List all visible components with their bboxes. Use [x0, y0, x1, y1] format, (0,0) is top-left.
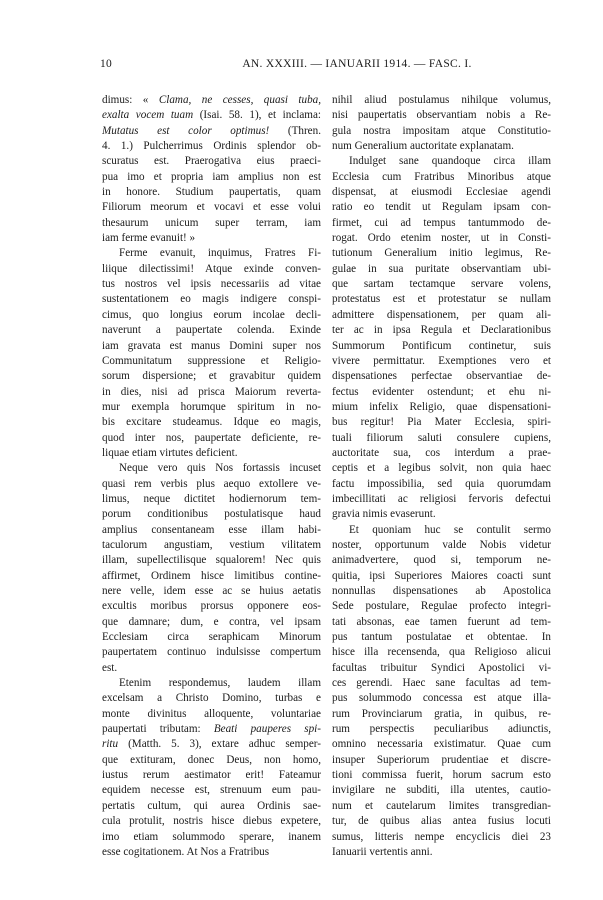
- text-run: imbecillitati ac religiosi fervoris defectui: [332, 492, 551, 505]
- right-text-column: [332, 93, 551, 860]
- text-line: [332, 415, 551, 430]
- text-run: fectus evidenter ostendunt; et ehu ni-: [332, 385, 551, 398]
- text-run: tati absonas, eae tamen fuerunt ad tem-: [332, 615, 551, 628]
- text-run: thesaurum unicum super terram, iam: [102, 216, 321, 229]
- text-run: vivere permittatur. Exemptiones vero et: [332, 354, 551, 367]
- text-run: num Generalium auctoritate explanatam.: [332, 140, 514, 153]
- text-line: [102, 108, 321, 123]
- text-run: imo etiam solummodo sperare, inanem: [102, 830, 321, 843]
- text-run: ter ac in ipsa Regula et Declarationibus: [332, 324, 551, 337]
- text-run: Ecclesia cum Fratribus Minoribus atque: [332, 170, 551, 183]
- text-line: [332, 615, 551, 630]
- text-line: [102, 124, 321, 139]
- text-line: [332, 231, 551, 246]
- text-run: mur exempla horumque spiritum in no-: [102, 400, 321, 413]
- italic-text: exalta vocem tuam: [102, 109, 194, 122]
- text-line: [332, 246, 551, 261]
- text-line: [102, 814, 321, 829]
- text-run: quasi rem verbis plus aequo extollere ve-: [102, 477, 321, 490]
- text-run: dimus: «: [102, 94, 159, 106]
- text-run: Sede postulare, Regulae profecto integri-: [332, 600, 551, 613]
- text-line: [332, 154, 551, 169]
- text-line: [102, 492, 321, 507]
- text-run: esse cogitationem. At Nos a Fratribus: [102, 845, 270, 858]
- text-run: Indulget sane quandoque circa illam: [349, 155, 551, 168]
- text-line: [102, 446, 321, 461]
- text-run: liique dilectissimi! Atque exinde conven-: [102, 262, 321, 275]
- text-line: [332, 630, 551, 645]
- text-line: [332, 431, 551, 446]
- text-run: rum perspectis peculiaribus adiunctis,: [332, 723, 551, 736]
- text-run: nere velle, idem esse ac se huius aetatis: [102, 585, 321, 597]
- text-line: [332, 262, 551, 277]
- text-run: num et cautelarum limites transgredian-: [332, 799, 551, 812]
- text-line: [102, 630, 321, 645]
- text-line: [102, 246, 321, 261]
- text-run: mium infelix Religio, quae dispensationi-: [332, 400, 551, 413]
- italic-text: ritu: [102, 738, 119, 751]
- text-run: hisce illa recensenda, qua Religioso alicui: [332, 646, 551, 659]
- text-line: [102, 599, 321, 614]
- text-line: [102, 676, 321, 691]
- paragraph: [102, 93, 321, 246]
- text-run: que damnare; dum, e contra, vel ipsam: [102, 615, 321, 628]
- text-line: [102, 170, 321, 185]
- text-line: [332, 108, 551, 123]
- text-run: affirmet, Ordinem hisce limitibus contine-: [102, 569, 321, 582]
- text-line: [332, 722, 551, 737]
- text-run: nisi paupertatis observantiam nobis a Re-: [332, 109, 551, 122]
- text-run: factu impossibilia, sed quia quorumdam: [332, 477, 551, 490]
- text-line: [102, 277, 321, 292]
- text-run: Communitatum suppressione et Religio-: [102, 354, 321, 367]
- text-line: [332, 507, 551, 522]
- text-line: [102, 523, 321, 538]
- text-line: [332, 553, 551, 568]
- text-line: [332, 799, 551, 814]
- text-line: [332, 139, 551, 154]
- text-run: (Thren.: [269, 124, 321, 137]
- text-line: [332, 339, 551, 354]
- text-line: [332, 185, 551, 200]
- text-run: firmet, cui ad tempus tantummodo de-: [332, 216, 551, 229]
- text-run: in dies, nisi ad prisca Maiorum reverta-: [102, 385, 321, 398]
- text-line: [332, 446, 551, 461]
- text-run: tuali filiorum saluti consulere cupiens,: [332, 431, 551, 444]
- paragraph: [102, 246, 321, 461]
- text-run: iam gravata est manus Domini super nos: [102, 339, 321, 352]
- text-run: sumus, litteris nempe encyclicis diei 23: [332, 830, 551, 843]
- text-line: [102, 569, 321, 584]
- text-run: Neque vero quis Nos fortassis incuset: [119, 462, 321, 475]
- text-run: scuratus est. Praerogativa eius praeci-: [102, 155, 321, 168]
- text-run: tus nostros vel ipsis necessariis ad vitae: [102, 278, 321, 291]
- text-run: bus regitur! Pia Mater Ecclesia, spiri-: [332, 416, 551, 429]
- running-header: [100, 58, 552, 74]
- text-line: [332, 216, 551, 231]
- text-run: que extituram, donec Deus, non homo,: [102, 753, 321, 766]
- text-line: [332, 830, 551, 845]
- text-line: [102, 783, 321, 798]
- text-run: ratio eo tendit ut Regulam ipsam con-: [332, 201, 551, 214]
- text-run: Ianuarii vertentis anni.: [332, 845, 433, 858]
- text-line: [332, 814, 551, 829]
- paragraph: [332, 154, 551, 522]
- text-run: sustentationem eo magis indigere conspi-: [102, 293, 321, 306]
- text-run: in honore. Studium paupertatis, quam: [102, 186, 321, 199]
- text-line: [332, 783, 551, 798]
- text-run: tioni commissa fuerit, horum sacrum esto: [332, 769, 551, 782]
- text-line: [332, 753, 551, 768]
- text-line: [102, 354, 321, 369]
- text-line: [102, 339, 321, 354]
- text-line: [332, 170, 551, 185]
- text-run: illam, supellectilisque squalorem! Nec quis: [102, 554, 321, 567]
- text-run: 4. 1.) Pulcherrimus Ordinis splendor ob-: [102, 140, 321, 153]
- text-line: [102, 400, 321, 415]
- text-run: Filiorum meorum et vocavi et esse volui: [102, 201, 321, 214]
- italic-text: Beati pauperes spi-: [213, 723, 321, 736]
- left-text-column: [102, 93, 321, 860]
- text-line: [102, 707, 321, 722]
- text-line: [332, 277, 551, 292]
- text-line: [332, 477, 551, 492]
- text-line: [102, 216, 321, 231]
- paragraph: [102, 676, 321, 860]
- text-run: ces gerendi. Haec sane facultas ad tem-: [332, 677, 551, 690]
- text-run: que sartam tectamque servare volens,: [332, 278, 551, 291]
- text-run: liquae etiam virtutes deficient.: [102, 446, 238, 459]
- text-line: [332, 323, 551, 338]
- text-run: insuper Superiorum prudentiae et discre-: [332, 753, 551, 766]
- text-run: noster, opportunum valde Nobis videtur: [332, 538, 551, 551]
- text-run: Etenim respondemus, laudem illam: [119, 677, 321, 690]
- text-run: pertatis cultum, qui aurea Ordinis sae-: [102, 799, 321, 812]
- text-line: [102, 845, 321, 860]
- text-line: [332, 523, 551, 538]
- text-line: [332, 707, 551, 722]
- text-run: tutionum Generalium initio legimus, Re-: [332, 247, 551, 260]
- text-line: [102, 185, 321, 200]
- text-run: animadvertere, quod si, temporum ne-: [332, 554, 551, 567]
- text-run: pus tantum postulatae et obtentae. In: [332, 631, 551, 644]
- text-line: [102, 799, 321, 814]
- text-line: [332, 645, 551, 660]
- text-line: [102, 292, 321, 307]
- paragraph: [332, 93, 551, 154]
- text-line: [102, 200, 321, 215]
- text-run: cimus, quo longius eorum incolae decli-: [102, 308, 321, 321]
- text-line: [332, 661, 551, 676]
- text-run: facultas tribuitur Syndici Apostolici vi-: [332, 661, 551, 674]
- text-line: [102, 93, 321, 108]
- text-run: porum conditionibus postulatisque haud: [102, 508, 321, 521]
- italic-text: Clama, ne cesses, quasi tuba,: [158, 94, 321, 106]
- text-line: [102, 553, 321, 568]
- text-line: [332, 200, 551, 215]
- text-run: paupertatem continuo indulsisse compertum: [102, 646, 321, 659]
- text-run: pus solummodo concessa est atque illa-: [332, 692, 551, 705]
- text-line: [332, 768, 551, 783]
- text-run: bis excitare studeamus. Idque eo magis,: [102, 416, 321, 429]
- text-run: gravia nimis evaserunt.: [332, 508, 436, 521]
- text-run: taculorum angustiam, vestium vilitatem: [102, 538, 321, 551]
- text-line: [102, 477, 321, 492]
- text-run: Ecclesiam circa seraphicam Minorum: [102, 631, 321, 644]
- text-line: [102, 830, 321, 845]
- text-run: omnino necessaria existimatur. Quae cum: [332, 738, 551, 751]
- text-run: nihil aliud postulamus nihilque volumus,: [332, 94, 551, 106]
- text-line: [332, 292, 551, 307]
- text-run: Ferme evanuit, inquimus, Fratres Fi-: [119, 247, 321, 260]
- text-line: [332, 385, 551, 400]
- text-line: [102, 737, 321, 752]
- text-line: [102, 415, 321, 430]
- text-run: admittere dispensationem, per quam ali-: [332, 308, 551, 321]
- text-run: naverunt a paupertate colenda. Exinde: [102, 324, 321, 337]
- text-run: rum Provinciarum gratia, in quibus, re-: [332, 707, 551, 720]
- text-line: [332, 93, 551, 108]
- running-title: AN. XXXIII. — IANUARII 1914. — FASC. I.: [242, 58, 472, 70]
- text-run: quod inter nos, paupertate deficiente, re-: [102, 431, 321, 444]
- text-run: protestatus est et protestatur se nullam: [332, 293, 551, 306]
- text-line: [102, 753, 321, 768]
- text-line: [332, 400, 551, 415]
- text-line: [102, 323, 321, 338]
- text-run: cula protulit, nostris hisce diebus expetere,: [102, 815, 321, 828]
- text-line: [332, 691, 551, 706]
- paragraph: [102, 461, 321, 676]
- text-line: [102, 461, 321, 476]
- text-run: invigilare ne subditi, illa utentes, cautio-: [332, 784, 551, 797]
- text-run: paupertati tributam:: [102, 723, 214, 736]
- text-run: limus, neque dictitet hodiernorum tem-: [102, 492, 321, 505]
- text-run: gula nostra impositam atque Constitutio-: [332, 124, 551, 137]
- text-run: nonnullas dispensationes ab Apostolica: [332, 585, 551, 597]
- text-run: quitia, ipsi Superiores Maiores coacti sunt: [332, 569, 551, 582]
- text-run: iustus rerum aestimator erit! Fateamur: [102, 769, 321, 782]
- text-run: monte divinitus alloquente, voluntariae: [102, 707, 321, 720]
- text-run: dispensat, at eiusmodi Ecclesiae agendi: [332, 186, 551, 199]
- text-run: dispensationes perfectae observantiae de-: [332, 370, 551, 383]
- text-line: [102, 262, 321, 277]
- text-run: (Matth. 5. 3), extare adhuc semper-: [118, 738, 321, 751]
- text-run: equidem necesse est, strenuum eum pau-: [102, 784, 321, 797]
- text-run: excelsam a Christo Domino, turbas e: [102, 692, 321, 705]
- text-line: [102, 615, 321, 630]
- text-line: [332, 737, 551, 752]
- text-line: [102, 722, 321, 737]
- text-line: [332, 569, 551, 584]
- text-run: iam ferme evanuit! »: [102, 232, 196, 245]
- text-run: excultis moribus prorsus opponere eos-: [102, 600, 321, 613]
- text-line: [102, 507, 321, 522]
- text-line: [102, 385, 321, 400]
- text-line: [332, 584, 551, 599]
- text-run: (Isai. 58. 1), et inclama:: [193, 109, 321, 122]
- text-line: [332, 492, 551, 507]
- text-line: [332, 124, 551, 139]
- text-line: [332, 845, 551, 860]
- text-line: [102, 231, 321, 246]
- text-line: [332, 354, 551, 369]
- text-line: [102, 139, 321, 154]
- italic-text: Mutatus est color optimus!: [102, 124, 270, 137]
- text-line: [102, 691, 321, 706]
- text-line: [102, 154, 321, 169]
- text-line: [102, 308, 321, 323]
- text-run: gulae in sua puritate observantiam ubi-: [332, 262, 551, 275]
- text-line: [102, 369, 321, 384]
- text-line: [332, 599, 551, 614]
- text-line: [102, 645, 321, 660]
- text-line: [332, 676, 551, 691]
- text-run: ceptis et a legibus solvit, non quia haec: [332, 462, 551, 475]
- text-line: [332, 308, 551, 323]
- text-run: tur, de quibus alias antea fusius locuti: [332, 815, 551, 828]
- text-run: rogat. Ordo etenim noster, ut in Consti-: [332, 232, 551, 245]
- text-line: [102, 431, 321, 446]
- text-line: [332, 461, 551, 476]
- text-line: [102, 661, 321, 676]
- text-line: [332, 369, 551, 384]
- text-run: sorum dispersione; et gravabitur quidem: [102, 370, 321, 383]
- text-line: [102, 538, 321, 553]
- text-run: pua imo et propria iam amplius non est: [102, 170, 321, 183]
- text-run: auctoritate sua, cos interdum a prae-: [332, 446, 551, 459]
- text-run: amplius consentaneam esse illam habi-: [102, 523, 321, 536]
- text-line: [332, 538, 551, 553]
- text-run: Et quoniam huc se contulit sermo: [349, 523, 551, 536]
- text-line: [102, 584, 321, 599]
- text-run: est.: [102, 661, 118, 674]
- paragraph: [332, 523, 551, 861]
- text-run: Summorum Pontificum continetur, suis: [332, 339, 551, 352]
- page-number: 10: [100, 58, 113, 70]
- text-line: [102, 768, 321, 783]
